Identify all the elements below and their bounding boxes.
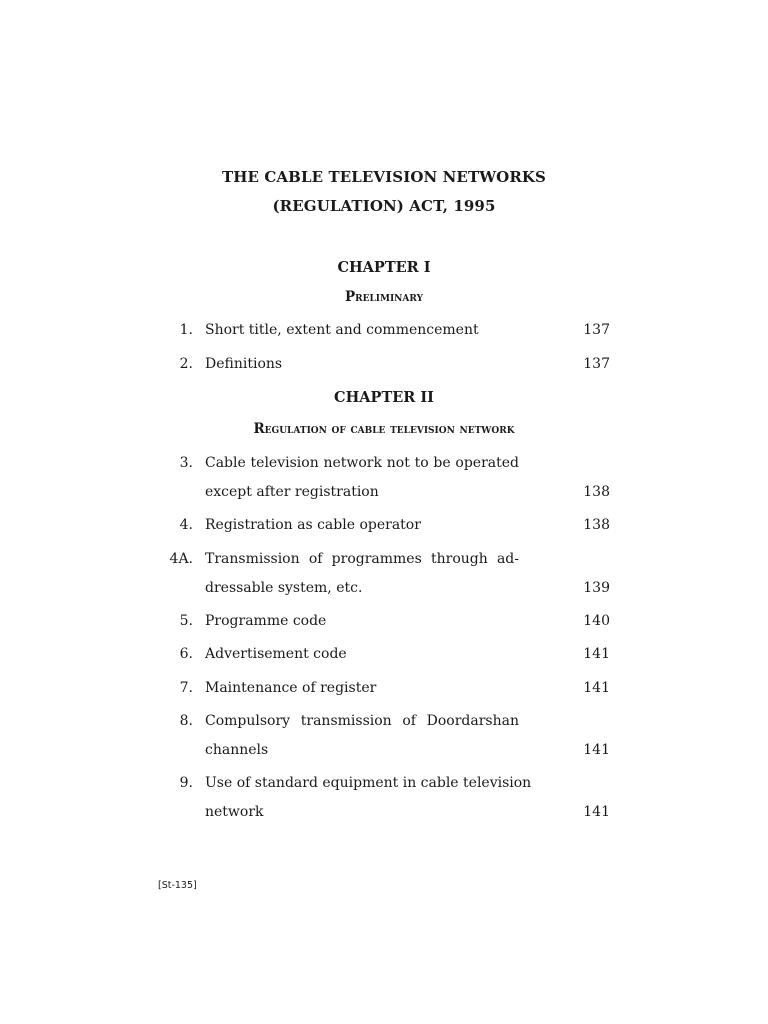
section-page: 139 — [583, 580, 610, 596]
footer-code: [St-135] — [158, 880, 197, 891]
section-number: 2. — [179, 356, 193, 372]
title-line-1: THE CABLE TELEVISION NETWORKS — [222, 168, 546, 186]
section-page: 137 — [583, 322, 610, 338]
section-number: 8. — [179, 713, 193, 729]
section-page: 138 — [583, 517, 610, 533]
chapter-2-heading: CHAPTER II — [334, 389, 434, 406]
section-number: 5. — [179, 613, 193, 629]
section-title-line-1: Transmission of programmes through ad- — [205, 551, 519, 567]
section-title-line-1: Cable television network not to be operated — [205, 455, 519, 471]
section-number: 7. — [179, 680, 193, 696]
section-title: Definitions — [205, 356, 283, 372]
section-title-line-1: Use of standard equipment in cable television — [205, 775, 532, 791]
section-number: 3. — [179, 455, 193, 471]
section-number: 4A. — [169, 551, 193, 567]
title-line-2: (REGULATION) ACT, 1995 — [272, 197, 496, 215]
section-title: Short title, extent and commencement — [205, 322, 479, 338]
section-title-line-2: channels — [205, 742, 269, 758]
section-page: 141 — [583, 742, 610, 758]
section-number: 1. — [179, 322, 193, 338]
section-page: 141 — [583, 804, 610, 820]
section-title-line-2: dressable system, etc. — [205, 580, 363, 596]
section-page: 137 — [583, 356, 610, 372]
section-page: 138 — [583, 484, 610, 500]
section-title: Advertisement code — [205, 646, 347, 662]
section-number: 4. — [179, 517, 193, 533]
section-title: Maintenance of register — [205, 680, 377, 696]
chapter-1-heading: CHAPTER I — [337, 259, 431, 276]
section-number: 6. — [179, 646, 193, 662]
section-title-line-2: except after registration — [205, 484, 379, 500]
section-title: Programme code — [205, 613, 327, 629]
section-title-line-1: Compulsory transmission of Doordarshan — [205, 713, 519, 729]
section-page: 140 — [583, 613, 610, 629]
section-number: 9. — [179, 775, 193, 791]
section-title-line-2: network — [205, 804, 264, 820]
section-title: Registration as cable operator — [205, 517, 421, 533]
section-page: 141 — [583, 646, 610, 662]
chapter-2-subheading: Regulation of cable television network — [253, 421, 515, 437]
section-page: 141 — [583, 680, 610, 696]
chapter-1-subheading: Preliminary — [344, 289, 424, 305]
